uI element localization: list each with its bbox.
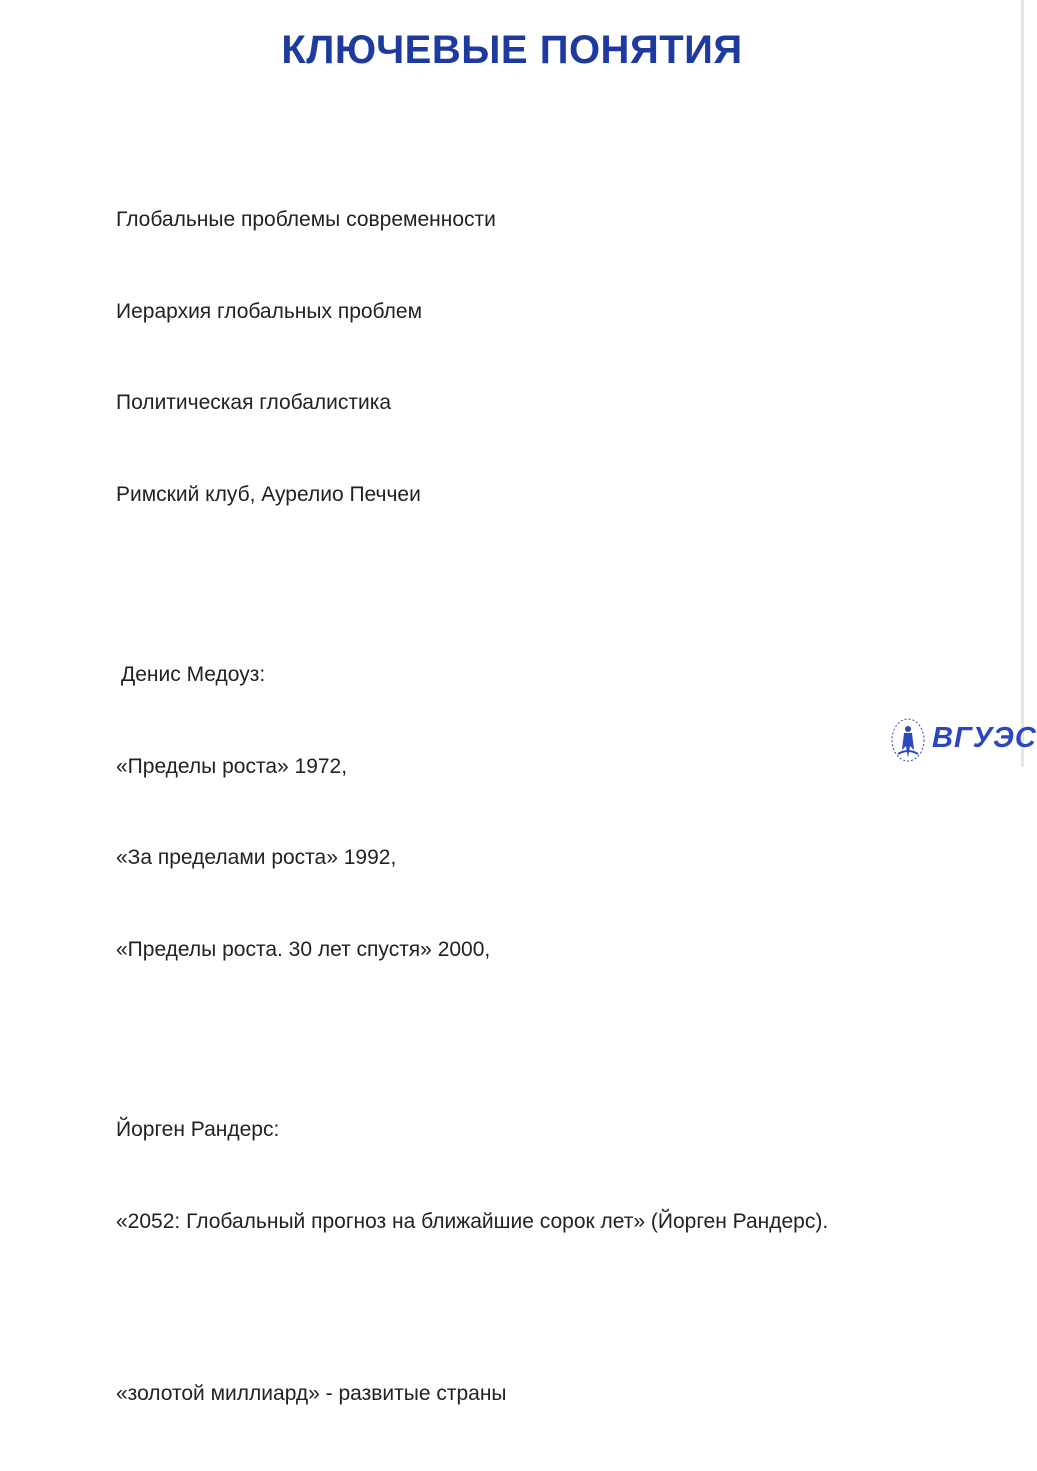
spacer bbox=[116, 1026, 828, 1054]
body-line: Денис Медоуз: bbox=[121, 663, 266, 686]
body-line: «2052: Глобальный прогноз на ближайшие сорок лет» (Йорген Рандерс). bbox=[116, 1209, 829, 1233]
logo-text: ВГУЭС bbox=[932, 722, 1037, 754]
body-line: Глобальные проблемы современности bbox=[116, 208, 496, 231]
spacer bbox=[116, 571, 828, 599]
university-emblem-icon bbox=[888, 716, 932, 764]
slide-title: КЛЮЧЕВЫЕ ПОНЯТИЯ bbox=[281, 28, 743, 72]
body-line: «За пределами роста» 1992, bbox=[116, 846, 397, 869]
body-line: Йорген Рандерс: bbox=[116, 1118, 280, 1141]
slide-body bbox=[116, 144, 828, 1471]
body-line: Иерархия глобальных проблем bbox=[116, 299, 423, 323]
body-line: Римский клуб, Аурелио Печчеи bbox=[116, 482, 421, 506]
university-logo bbox=[888, 716, 1037, 764]
body-line: Политическая глобалистика bbox=[116, 391, 392, 414]
body-line: «Пределы роста. 30 лет спустя» 2000, bbox=[116, 937, 491, 961]
spacer bbox=[116, 1298, 828, 1318]
body-line: «золотой миллиард» - развитые страны bbox=[116, 1382, 507, 1405]
body-line: «Пределы роста» 1972, bbox=[116, 754, 348, 778]
slide-edge bbox=[1021, 0, 1024, 767]
